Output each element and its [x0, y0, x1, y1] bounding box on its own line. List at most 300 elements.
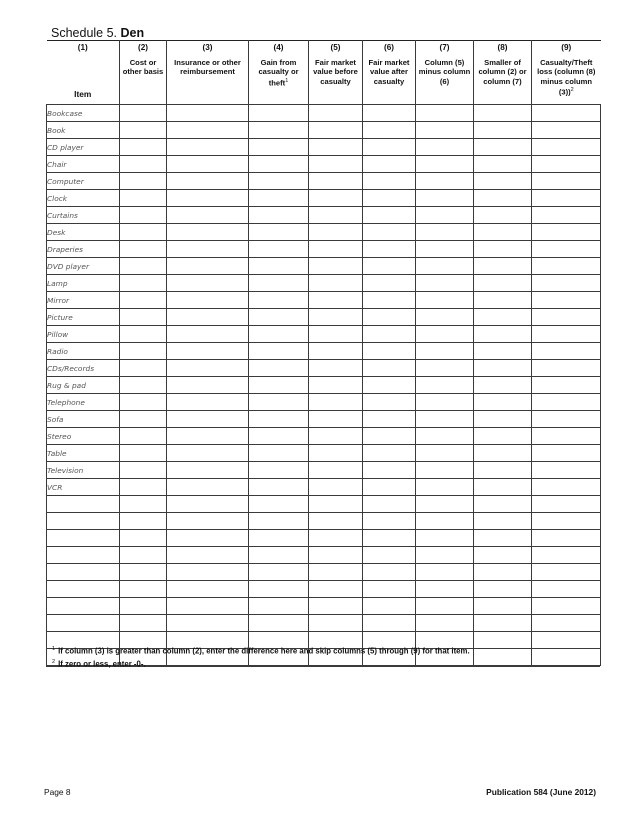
- entry-cell[interactable]: [309, 258, 363, 275]
- entry-cell[interactable]: [416, 309, 474, 326]
- item-cell: Lamp: [47, 275, 120, 292]
- entry-cell[interactable]: [167, 564, 249, 581]
- entry-cell[interactable]: [309, 105, 363, 122]
- table-row: [47, 309, 601, 326]
- col-header-difference: (7) Column (5) minus column (6): [416, 41, 474, 105]
- entry-cell[interactable]: [474, 139, 532, 156]
- entry-cell[interactable]: [532, 190, 601, 207]
- entry-cell[interactable]: [167, 275, 249, 292]
- entry-cell[interactable]: [309, 343, 363, 360]
- entry-cell[interactable]: [120, 326, 167, 343]
- entry-cell[interactable]: [532, 428, 601, 445]
- entry-cell[interactable]: [249, 394, 309, 411]
- table-row: [47, 360, 601, 377]
- entry-cell[interactable]: [416, 190, 474, 207]
- entry-cell[interactable]: [532, 326, 601, 343]
- entry-cell[interactable]: [120, 581, 167, 598]
- table-row: [47, 479, 601, 496]
- entry-cell[interactable]: [532, 224, 601, 241]
- table-row: [47, 156, 601, 173]
- entry-cell[interactable]: [363, 462, 416, 479]
- entry-cell[interactable]: [363, 258, 416, 275]
- entry-cell[interactable]: [167, 496, 249, 513]
- entry-cell[interactable]: [309, 479, 363, 496]
- entry-cell[interactable]: [309, 547, 363, 564]
- entry-cell[interactable]: [416, 105, 474, 122]
- entry-cell[interactable]: [249, 445, 309, 462]
- entry-cell[interactable]: [532, 360, 601, 377]
- entry-cell[interactable]: [249, 462, 309, 479]
- entry-cell[interactable]: [363, 190, 416, 207]
- entry-cell[interactable]: [249, 598, 309, 615]
- entry-cell[interactable]: [309, 411, 363, 428]
- entry-cell[interactable]: [167, 224, 249, 241]
- entry-cell[interactable]: [416, 326, 474, 343]
- entry-cell[interactable]: [249, 207, 309, 224]
- entry-cell[interactable]: [363, 581, 416, 598]
- entry-cell[interactable]: [309, 156, 363, 173]
- entry-cell[interactable]: [532, 598, 601, 615]
- entry-cell[interactable]: [249, 479, 309, 496]
- entry-cell[interactable]: [416, 275, 474, 292]
- entry-cell[interactable]: [416, 241, 474, 258]
- entry-cell[interactable]: [309, 462, 363, 479]
- entry-cell[interactable]: [532, 564, 601, 581]
- entry-cell[interactable]: [416, 207, 474, 224]
- table-row: [47, 394, 601, 411]
- entry-cell[interactable]: [249, 547, 309, 564]
- entry-cell[interactable]: [474, 530, 532, 547]
- entry-cell[interactable]: [363, 564, 416, 581]
- entry-cell[interactable]: [309, 598, 363, 615]
- entry-cell[interactable]: [120, 224, 167, 241]
- entry-cell[interactable]: [167, 547, 249, 564]
- entry-cell[interactable]: [416, 258, 474, 275]
- entry-cell[interactable]: [167, 139, 249, 156]
- entry-cell[interactable]: [416, 479, 474, 496]
- entry-cell[interactable]: [249, 581, 309, 598]
- entry-cell[interactable]: [249, 139, 309, 156]
- footnote-2: $^2$ If zero or less, enter -0-.: [52, 658, 146, 669]
- entry-cell[interactable]: [532, 139, 601, 156]
- entry-cell[interactable]: [309, 530, 363, 547]
- entry-cell[interactable]: [120, 496, 167, 513]
- entry-cell[interactable]: [363, 394, 416, 411]
- entry-cell[interactable]: [416, 343, 474, 360]
- entry-cell[interactable]: [363, 122, 416, 139]
- entry-cell[interactable]: [167, 360, 249, 377]
- entry-cell[interactable]: [249, 428, 309, 445]
- entry-cell[interactable]: [249, 615, 309, 632]
- entry-cell[interactable]: [120, 275, 167, 292]
- table-row: [47, 105, 601, 122]
- entry-cell[interactable]: [363, 360, 416, 377]
- entry-cell[interactable]: [309, 496, 363, 513]
- entry-cell[interactable]: [532, 309, 601, 326]
- entry-cell[interactable]: [167, 377, 249, 394]
- entry-cell[interactable]: [249, 496, 309, 513]
- item-cell: [47, 598, 120, 615]
- entry-cell[interactable]: [363, 530, 416, 547]
- entry-cell[interactable]: [363, 496, 416, 513]
- entry-cell[interactable]: [249, 326, 309, 343]
- entry-cell[interactable]: [120, 309, 167, 326]
- entry-cell[interactable]: [167, 394, 249, 411]
- entry-cell[interactable]: [167, 122, 249, 139]
- item-cell: DVD player: [47, 258, 120, 275]
- entry-cell[interactable]: [120, 122, 167, 139]
- entry-cell[interactable]: [474, 224, 532, 241]
- entry-cell[interactable]: [249, 292, 309, 309]
- entry-cell[interactable]: [532, 513, 601, 530]
- col-header-insurance: (3) Insurance or other reimbursement: [167, 41, 249, 105]
- entry-cell[interactable]: [167, 581, 249, 598]
- entry-cell[interactable]: [363, 615, 416, 632]
- item-cell: Bookcase: [47, 105, 120, 122]
- entry-cell[interactable]: [120, 292, 167, 309]
- entry-cell[interactable]: [474, 547, 532, 564]
- entry-cell[interactable]: [474, 394, 532, 411]
- table-row: [47, 343, 601, 360]
- entry-cell[interactable]: [120, 394, 167, 411]
- entry-cell[interactable]: [167, 445, 249, 462]
- entry-cell[interactable]: [120, 564, 167, 581]
- entry-cell[interactable]: [532, 173, 601, 190]
- entry-cell[interactable]: [363, 445, 416, 462]
- entry-cell[interactable]: [363, 428, 416, 445]
- entry-cell[interactable]: [120, 258, 167, 275]
- entry-cell[interactable]: [309, 394, 363, 411]
- entry-cell[interactable]: [532, 462, 601, 479]
- entry-cell[interactable]: [474, 156, 532, 173]
- entry-cell[interactable]: [474, 190, 532, 207]
- entry-cell[interactable]: [120, 411, 167, 428]
- entry-cell[interactable]: [416, 224, 474, 241]
- entry-cell[interactable]: [416, 377, 474, 394]
- entry-cell[interactable]: [474, 207, 532, 224]
- entry-cell[interactable]: [363, 326, 416, 343]
- table-row: [47, 326, 601, 343]
- entry-cell[interactable]: [363, 173, 416, 190]
- entry-cell[interactable]: [249, 343, 309, 360]
- entry-cell[interactable]: [249, 190, 309, 207]
- entry-cell[interactable]: [120, 139, 167, 156]
- entry-cell[interactable]: [416, 292, 474, 309]
- entry-cell[interactable]: [167, 156, 249, 173]
- entry-cell[interactable]: [532, 394, 601, 411]
- entry-cell[interactable]: [416, 360, 474, 377]
- entry-cell[interactable]: [416, 122, 474, 139]
- entry-cell[interactable]: [416, 496, 474, 513]
- entry-cell[interactable]: [309, 377, 363, 394]
- entry-cell[interactable]: [120, 598, 167, 615]
- entry-cell[interactable]: [416, 564, 474, 581]
- entry-cell[interactable]: [532, 241, 601, 258]
- entry-cell[interactable]: [167, 598, 249, 615]
- schedule-title: [51, 26, 144, 40]
- entry-cell[interactable]: [416, 428, 474, 445]
- entry-cell[interactable]: [167, 241, 249, 258]
- entry-cell[interactable]: [249, 275, 309, 292]
- entry-cell[interactable]: [120, 479, 167, 496]
- entry-cell[interactable]: [532, 479, 601, 496]
- entry-cell[interactable]: [167, 190, 249, 207]
- entry-cell[interactable]: [309, 581, 363, 598]
- entry-cell[interactable]: [474, 564, 532, 581]
- entry-cell[interactable]: [416, 530, 474, 547]
- entry-cell[interactable]: [532, 530, 601, 547]
- entry-cell[interactable]: [474, 105, 532, 122]
- entry-cell[interactable]: [532, 377, 601, 394]
- item-cell: Computer: [47, 173, 120, 190]
- entry-cell[interactable]: [363, 479, 416, 496]
- entry-cell[interactable]: [532, 411, 601, 428]
- table-row: [47, 411, 601, 428]
- entry-cell[interactable]: [167, 513, 249, 530]
- entry-cell[interactable]: [120, 360, 167, 377]
- entry-cell[interactable]: [167, 105, 249, 122]
- entry-cell[interactable]: [120, 377, 167, 394]
- item-cell: Table: [47, 445, 120, 462]
- entry-cell[interactable]: [532, 275, 601, 292]
- item-cell: Sofa: [47, 411, 120, 428]
- entry-cell[interactable]: [120, 173, 167, 190]
- entry-cell[interactable]: [120, 462, 167, 479]
- entry-cell[interactable]: [474, 258, 532, 275]
- entry-cell[interactable]: [363, 547, 416, 564]
- entry-cell[interactable]: [532, 105, 601, 122]
- entry-cell[interactable]: [363, 241, 416, 258]
- entry-cell[interactable]: [474, 496, 532, 513]
- entry-cell[interactable]: [532, 292, 601, 309]
- table-row: [47, 428, 601, 445]
- entry-cell[interactable]: [249, 530, 309, 547]
- item-cell: Radio: [47, 343, 120, 360]
- item-cell: [47, 615, 120, 632]
- item-cell: Stereo: [47, 428, 120, 445]
- entry-cell[interactable]: [249, 360, 309, 377]
- entry-cell[interactable]: [167, 343, 249, 360]
- entry-cell[interactable]: [416, 547, 474, 564]
- entry-cell[interactable]: [167, 173, 249, 190]
- entry-cell[interactable]: [120, 513, 167, 530]
- entry-cell[interactable]: [474, 445, 532, 462]
- entry-cell[interactable]: [474, 411, 532, 428]
- entry-cell[interactable]: [249, 156, 309, 173]
- footnote-1: $^1$ If column (3) is greater than column (2), enter the difference here and skip columns (5) through (9) for that item.: [52, 646, 470, 656]
- entry-cell[interactable]: [416, 513, 474, 530]
- entry-cell[interactable]: [416, 411, 474, 428]
- item-cell: [47, 581, 120, 598]
- entry-cell[interactable]: [532, 445, 601, 462]
- entry-cell[interactable]: [120, 428, 167, 445]
- item-cell: Book: [47, 122, 120, 139]
- entry-cell[interactable]: [416, 173, 474, 190]
- footnote-mark: 1: [285, 77, 289, 84]
- item-cell: [47, 564, 120, 581]
- entry-cell[interactable]: [363, 377, 416, 394]
- entry-cell[interactable]: [474, 598, 532, 615]
- entry-cell[interactable]: [309, 445, 363, 462]
- entry-cell[interactable]: [416, 445, 474, 462]
- entry-cell[interactable]: [167, 207, 249, 224]
- entry-cell[interactable]: [416, 581, 474, 598]
- entry-cell[interactable]: [167, 309, 249, 326]
- entry-cell[interactable]: [120, 190, 167, 207]
- entry-cell[interactable]: [167, 292, 249, 309]
- entry-cell[interactable]: [309, 275, 363, 292]
- entry-cell[interactable]: [167, 530, 249, 547]
- entry-cell[interactable]: [416, 394, 474, 411]
- table-row: [47, 207, 601, 224]
- publication-title: Publication 584 (June 2012): [486, 787, 596, 797]
- entry-cell[interactable]: [363, 207, 416, 224]
- entry-cell[interactable]: [309, 309, 363, 326]
- entry-cell[interactable]: [474, 462, 532, 479]
- entry-cell[interactable]: [532, 258, 601, 275]
- entry-cell[interactable]: [309, 173, 363, 190]
- entry-cell[interactable]: [309, 190, 363, 207]
- entry-cell[interactable]: [120, 156, 167, 173]
- entry-cell[interactable]: [474, 428, 532, 445]
- entry-cell[interactable]: [474, 309, 532, 326]
- page-number: Page 8: [44, 787, 71, 797]
- entry-cell[interactable]: [309, 360, 363, 377]
- entry-cell[interactable]: [249, 122, 309, 139]
- entry-cell[interactable]: [309, 615, 363, 632]
- entry-cell[interactable]: [532, 496, 601, 513]
- entry-cell[interactable]: [416, 156, 474, 173]
- col-header-item: (1) Item: [47, 41, 120, 105]
- entry-cell[interactable]: [120, 105, 167, 122]
- entry-cell[interactable]: [474, 377, 532, 394]
- entry-cell[interactable]: [120, 615, 167, 632]
- entry-cell[interactable]: [363, 105, 416, 122]
- entry-cell[interactable]: [120, 445, 167, 462]
- entry-cell[interactable]: [532, 581, 601, 598]
- item-cell: [47, 547, 120, 564]
- entry-cell[interactable]: [309, 326, 363, 343]
- entry-cell[interactable]: [532, 122, 601, 139]
- entry-cell[interactable]: [167, 258, 249, 275]
- item-cell: [47, 496, 120, 513]
- entry-cell[interactable]: [120, 207, 167, 224]
- item-cell: Telephone: [47, 394, 120, 411]
- entry-cell[interactable]: [120, 241, 167, 258]
- entry-cell[interactable]: [249, 564, 309, 581]
- table-row: [47, 462, 601, 479]
- entry-cell[interactable]: [309, 241, 363, 258]
- entry-cell[interactable]: [167, 428, 249, 445]
- entry-cell[interactable]: [363, 411, 416, 428]
- entry-cell[interactable]: [120, 530, 167, 547]
- entry-cell[interactable]: [309, 564, 363, 581]
- table-row: [47, 581, 601, 598]
- entry-cell[interactable]: [363, 224, 416, 241]
- entry-cell[interactable]: [416, 615, 474, 632]
- entry-cell[interactable]: [532, 547, 601, 564]
- entry-cell[interactable]: [167, 411, 249, 428]
- table-row: [47, 564, 601, 581]
- entry-cell[interactable]: [474, 275, 532, 292]
- entry-cell[interactable]: [309, 292, 363, 309]
- entry-cell[interactable]: [167, 462, 249, 479]
- entry-cell[interactable]: [249, 105, 309, 122]
- col-header-gain: (4) Gain from casualty or theft$^1$: [249, 41, 309, 105]
- entry-cell[interactable]: [363, 292, 416, 309]
- entry-cell[interactable]: [309, 122, 363, 139]
- entry-cell[interactable]: [474, 479, 532, 496]
- table-row: [47, 258, 601, 275]
- entry-cell[interactable]: [249, 411, 309, 428]
- entry-cell[interactable]: [167, 326, 249, 343]
- entry-cell[interactable]: [416, 598, 474, 615]
- table-row: [47, 530, 601, 547]
- entry-cell[interactable]: [167, 615, 249, 632]
- table-row: [47, 241, 601, 258]
- entry-cell[interactable]: [249, 513, 309, 530]
- entry-cell[interactable]: [249, 241, 309, 258]
- table-row: [47, 445, 601, 462]
- entry-cell[interactable]: [474, 241, 532, 258]
- entry-cell[interactable]: [474, 581, 532, 598]
- entry-cell[interactable]: [474, 615, 532, 632]
- table-row: [47, 547, 601, 564]
- entry-cell[interactable]: [416, 462, 474, 479]
- entry-cell[interactable]: [249, 258, 309, 275]
- entry-cell[interactable]: [167, 479, 249, 496]
- entry-cell[interactable]: [249, 173, 309, 190]
- entry-cell[interactable]: [309, 224, 363, 241]
- entry-cell[interactable]: [474, 122, 532, 139]
- entry-cell[interactable]: [532, 343, 601, 360]
- table-row: [47, 615, 601, 632]
- entry-cell[interactable]: [416, 139, 474, 156]
- entry-cell[interactable]: [120, 343, 167, 360]
- item-cell: Rug & pad: [47, 377, 120, 394]
- entry-cell[interactable]: [474, 513, 532, 530]
- col-header-loss: (9) Casualty/Theft loss (column (8) minus column (3))$^2$: [532, 41, 601, 105]
- entry-cell[interactable]: [363, 343, 416, 360]
- entry-cell[interactable]: [249, 224, 309, 241]
- table-row: [47, 224, 601, 241]
- entry-cell[interactable]: [532, 207, 601, 224]
- entry-cell[interactable]: [363, 309, 416, 326]
- entry-cell[interactable]: [249, 377, 309, 394]
- entry-cell[interactable]: [363, 156, 416, 173]
- entry-cell[interactable]: [474, 326, 532, 343]
- entry-cell[interactable]: [363, 139, 416, 156]
- entry-cell[interactable]: [474, 292, 532, 309]
- entry-cell[interactable]: [363, 275, 416, 292]
- item-cell: Curtains: [47, 207, 120, 224]
- entry-cell[interactable]: [532, 156, 601, 173]
- entry-cell[interactable]: [309, 207, 363, 224]
- entry-cell[interactable]: [249, 309, 309, 326]
- entry-cell[interactable]: [309, 428, 363, 445]
- entry-cell[interactable]: [363, 513, 416, 530]
- entry-cell[interactable]: [532, 615, 601, 632]
- entry-cell[interactable]: [474, 360, 532, 377]
- col-header-fmv-after: (6) Fair market value after casualty: [363, 41, 416, 105]
- entry-cell[interactable]: [120, 547, 167, 564]
- entry-cell[interactable]: [309, 139, 363, 156]
- entry-cell[interactable]: [309, 513, 363, 530]
- table-row: [47, 173, 601, 190]
- entry-cell[interactable]: [474, 173, 532, 190]
- entry-cell[interactable]: [363, 598, 416, 615]
- entry-cell[interactable]: [474, 343, 532, 360]
